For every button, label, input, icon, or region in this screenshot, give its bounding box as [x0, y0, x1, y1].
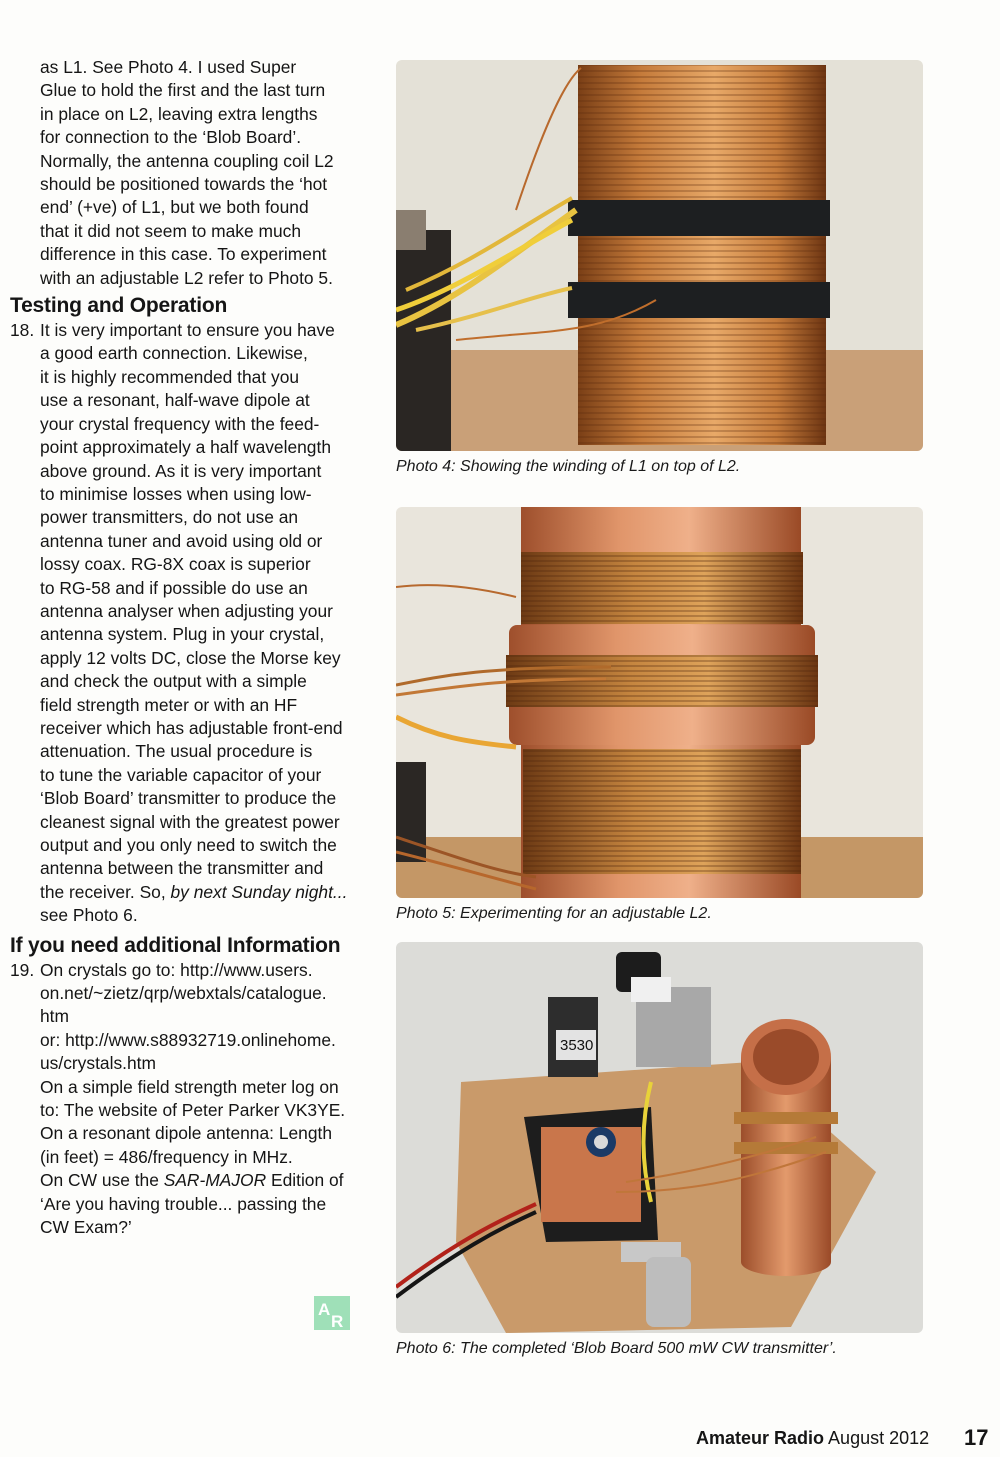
text-line: as L1. See Photo 4. I used Super	[40, 57, 297, 77]
text-line: it is highly recommended that you	[40, 366, 300, 387]
logo-letter-a: A	[318, 1300, 331, 1319]
text-line: cleanest signal with the greatest power	[40, 811, 340, 832]
text-line: for connection to the ‘Blob Board’.	[40, 127, 302, 148]
text-line: with an adjustable L2 refer to Photo 5.	[40, 267, 333, 288]
italic-run: SAR-MAJOR	[163, 1170, 267, 1191]
photo-6	[396, 942, 923, 1333]
text-line: end’ (+ve) of L1, but we both found	[40, 197, 309, 218]
text-line: ‘Blob Board’ transmitter to produce the	[40, 788, 337, 809]
text-line: in place on L2, leaving extra lengths	[40, 103, 318, 124]
photo-4	[396, 60, 923, 451]
text-line: antenna tuner and avoid using old or	[40, 530, 323, 551]
text-line: power transmitters, do not use an	[40, 507, 299, 528]
text-line: On a simple field strength meter log on	[40, 1076, 339, 1097]
item-number: 19.	[10, 959, 35, 980]
photo-4-caption: Photo 4: Showing the winding of L1 on top of L2.	[396, 458, 741, 475]
text-line: should be positioned towards the ‘hot	[40, 174, 328, 195]
text-line: Normally, the antenna coupling coil L2	[40, 150, 334, 171]
continued-paragraph	[10, 56, 372, 290]
text-line: on.net/~zietz/qrp/webxtals/catalogue.	[40, 983, 327, 1004]
text-line: antenna between the transmitter and	[40, 858, 324, 879]
text-line: that it did not seem to make much	[40, 220, 301, 241]
text-line: use a resonant, half-wave dipole at	[40, 390, 310, 411]
text-line: or: http://www.s88932719.onlinehome.	[40, 1029, 336, 1050]
text-line: point approximately a half wavelength	[40, 437, 331, 458]
text-line: lossy coax. RG-8X coax is superior	[40, 554, 311, 575]
amateur-radio-logo	[314, 1296, 350, 1330]
text-line: to RG-58 and if possible do use an	[40, 577, 308, 598]
text-line: apply 12 volts DC, close the Morse key	[40, 647, 341, 668]
text-line: ‘Are you having trouble... passing the	[40, 1193, 327, 1214]
text-line: to: The website of Peter Parker VK3YE.	[40, 1100, 346, 1121]
issue-date: August 2012	[828, 1428, 930, 1448]
text-line: to minimise losses when using low-	[40, 483, 312, 504]
text-line: a good earth connection. Likewise,	[40, 343, 308, 364]
text-line: Glue to hold the first and the last turn	[40, 80, 326, 101]
text-run: Edition of	[266, 1170, 344, 1191]
photo-5	[396, 507, 923, 898]
text-line: to tune the variable capacitor of your	[40, 764, 322, 785]
text-line: On a resonant dipole antenna: Length	[40, 1123, 333, 1144]
magazine-title: Amateur Radio	[696, 1428, 825, 1448]
text-line: us/crystals.htm	[40, 1053, 156, 1074]
text-line: CW Exam?’	[40, 1217, 132, 1238]
text-line: (in feet) = 486/frequency in MHz.	[40, 1146, 293, 1167]
crystal-marking: 3530	[560, 1037, 594, 1054]
numbered-item-19	[10, 959, 372, 1240]
text-line: see Photo 6.	[40, 905, 138, 926]
text-line: On crystals go to: http://www.users.	[40, 959, 313, 980]
text-line: receiver which has adjustable front-end	[40, 717, 343, 738]
text-line	[40, 1169, 372, 1192]
photo-5-caption: Photo 5: Experimenting for an adjustable L2.	[396, 905, 712, 922]
photo-6-caption: Photo 6: The completed ‘Blob Board 500 mW CW transmitter’.	[396, 1340, 837, 1357]
item-number: 18.	[10, 320, 35, 341]
text-line: It is very important to ensure you have	[40, 320, 335, 341]
page-footer	[696, 1428, 929, 1449]
numbered-item-18	[10, 319, 372, 928]
text-line: and check the output with a simple	[40, 671, 307, 692]
text-line: difference in this case. To experiment	[40, 244, 327, 265]
text-line: your crystal frequency with the feed-	[40, 413, 320, 434]
section-heading-info: If you need additional Information	[10, 933, 341, 957]
page-number: 17	[964, 1425, 989, 1450]
section-heading-testing: Testing and Operation	[10, 294, 228, 318]
logo-letter-r: R	[331, 1312, 344, 1330]
text-column	[10, 56, 372, 1240]
text-line: htm	[40, 1006, 69, 1027]
text-run: the receiver. So,	[40, 881, 171, 902]
text-line: above ground. As it is very important	[40, 460, 322, 481]
text-line: antenna analyser when adjusting your	[40, 600, 333, 621]
text-line: output and you only need to switch the	[40, 835, 337, 855]
text-line: attenuation. The usual procedure is	[40, 741, 313, 762]
text-line: antenna system. Plug in your crystal,	[40, 624, 325, 645]
text-line: field strength meter or with an HF	[40, 694, 298, 715]
text-run: On CW use the	[40, 1170, 164, 1191]
text-line	[40, 881, 372, 904]
italic-run: by next Sunday night...	[170, 881, 348, 902]
